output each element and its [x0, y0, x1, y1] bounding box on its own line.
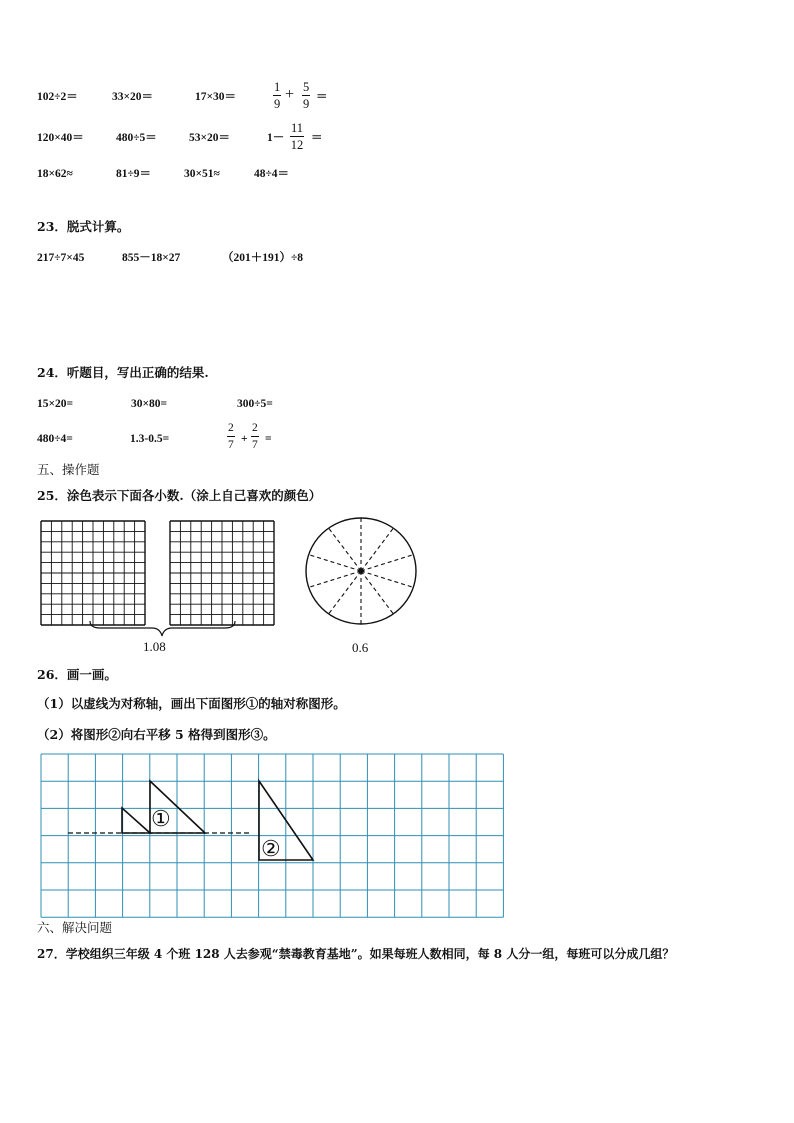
calc-item: 855－18×27 [122, 252, 181, 264]
oral-item: 1－ [267, 132, 285, 144]
question-title: 24．听题目，写出正确的结果. [37, 365, 209, 380]
oral-item: 17×30＝ [195, 91, 237, 103]
circle-label: 0.6 [352, 640, 369, 655]
oral-item: 81÷9＝ [116, 168, 152, 180]
oral-item: 53×20＝ [189, 132, 231, 144]
question-title: 23．脱式计算。 [37, 219, 130, 234]
sub-question: （2）将图形②向右平移 5 格得到图形③。 [37, 727, 276, 742]
question-title: 26．画一画。 [37, 667, 117, 682]
oral-item: 480÷5＝ [116, 132, 157, 144]
question-title: 25．涂色表示下面各小数.（涂上自己喜欢的颜色） [37, 488, 322, 503]
fraction: $\frac{1}{9}$ [274, 80, 281, 111]
plus-sign: + [285, 86, 295, 103]
calc-item: 217÷7×45 [37, 252, 85, 264]
listen-item: 300÷5= [237, 398, 273, 410]
fraction: $\frac{2}{7}$ [252, 422, 258, 451]
equals: ＝ [311, 132, 323, 144]
fraction: $\frac{5}{9}$ [303, 80, 310, 111]
question-title: 27．学校组织三年级 4 个班 128 人去参观“禁毒教育基地”。如果每班人数相同，每 8 人分一组，每班可以分成几组？ [37, 947, 675, 961]
plus-sign: + [241, 433, 248, 445]
oral-item: 30×51≈ [184, 168, 220, 180]
shape-2-label: ② [261, 836, 281, 861]
fraction: $\frac{11}{12}$ [290, 121, 304, 152]
calc-item: （201＋191）÷8 [222, 252, 304, 264]
oral-item: 120×40＝ [37, 132, 84, 144]
listen-item: 480÷4= [37, 433, 73, 445]
oral-item: 33×20＝ [112, 91, 154, 103]
oral-item: 48÷4＝ [254, 168, 290, 180]
section-heading: 五、操作题 [37, 462, 100, 477]
shape-1-label: ① [151, 806, 171, 831]
grid-label: 1.08 [143, 639, 166, 654]
listen-item: 30×80= [131, 398, 168, 410]
fraction: $\frac{2}{7}$ [228, 422, 234, 451]
triangle-small [122, 808, 150, 833]
oral-item: 102÷2＝ [37, 91, 78, 103]
sub-question: （1）以虚线为对称轴，画出下面图形①的轴对称图形。 [37, 696, 346, 711]
oral-item: 18×62≈ [37, 168, 73, 180]
equals: = [265, 433, 272, 445]
listen-item: 15×20= [37, 398, 74, 410]
listen-item: 1.3-0.5= [130, 433, 170, 445]
equals: ＝ [316, 91, 328, 103]
section-heading: 六、解决问题 [37, 920, 113, 935]
